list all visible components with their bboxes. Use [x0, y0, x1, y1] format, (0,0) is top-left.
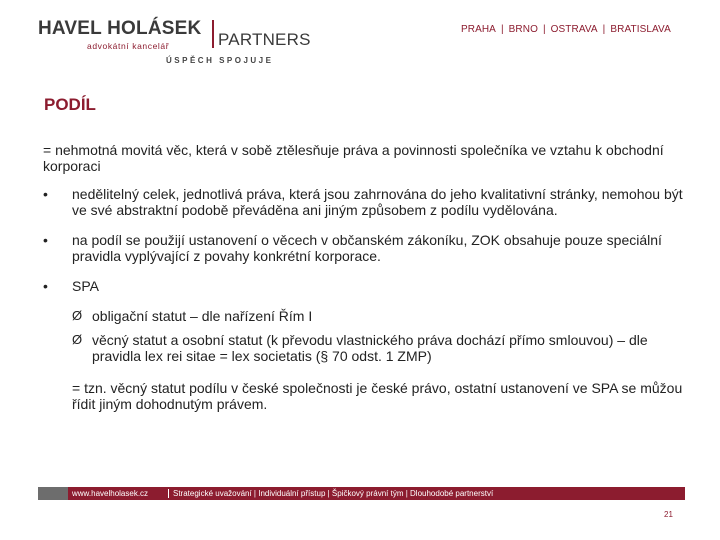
- arrow-icon: Ø: [72, 332, 83, 347]
- page-number: 21: [664, 510, 673, 519]
- slide-content: [43, 142, 693, 412]
- bullet-icon: •: [43, 232, 48, 248]
- footer-accent: [38, 487, 68, 500]
- footer-url-link[interactable]: www.havelholasek.cz: [72, 489, 149, 498]
- slogan: ÚSPĚCH SPOJUJE: [166, 56, 274, 65]
- city-praha: PRAHA: [461, 24, 496, 35]
- city-ostrava: OSTRAVA: [550, 24, 598, 35]
- sub-item-text: věcný statut a osobní statut (k převodu vlastnického práva dochází přímo smlouvou) – dle pravidla lex rei sitae = lex societatis (§ 70 odst. 1 ZMP): [92, 332, 648, 364]
- sub-item: [43, 308, 693, 324]
- city-separator: |: [602, 24, 606, 35]
- logo-partners: PARTNERS: [218, 30, 311, 49]
- bullet-item: [43, 186, 693, 218]
- sub-item: [43, 332, 693, 364]
- city-bratislava: BRATISLAVA: [610, 24, 671, 35]
- bullet-item: [43, 278, 693, 294]
- office-cities: [461, 24, 671, 35]
- city-separator: |: [542, 24, 546, 35]
- note-text: = tzn. věcný statut podílu v české společnosti je české právo, ostatní ustanovení ve SPA se můžou řídit jiným dohodnutým právem.: [72, 380, 683, 412]
- bullet-text: SPA: [72, 278, 99, 294]
- bullet-icon: •: [43, 186, 48, 202]
- bullet-icon: •: [43, 278, 48, 294]
- logo-divider: [212, 20, 214, 48]
- footer-tagline: Strategické uvažování | Individuální přístup | Špičkový právní tým | Dlouhodobé partnerství: [173, 489, 494, 498]
- footer-bar: [38, 487, 685, 500]
- slide-title: PODÍL: [44, 95, 96, 114]
- bullet-item: [43, 232, 693, 264]
- logo-subtitle: advokátní kancelář: [87, 41, 170, 51]
- bullet-text: nedělitelný celek, jednotlivá práva, která jsou zahrnována do jeho kvalitativní stránky, nemohou být ve své abstraktní podobě převáděna ani jiným způsobem z podílu vydělována.: [72, 186, 683, 218]
- bullet-text: na podíl se použijí ustanovení o věcech v občanském zákoníku, ZOK obsahuje pouze speciální pravidla vyplývající z povahy konkrétní korporace.: [72, 232, 662, 264]
- arrow-icon: Ø: [72, 308, 83, 323]
- footer-divider: [168, 489, 169, 498]
- sub-item-text: obligační statut – dle nařízení Řím I: [92, 308, 313, 324]
- definition-text: = nehmotná movitá věc, která v sobě ztělesňuje práva a povinnosti společníka ve vztahu k obchodní korporaci: [43, 142, 664, 174]
- city-separator: |: [500, 24, 504, 35]
- city-brno: BRNO: [508, 24, 538, 35]
- logo-name: HAVEL HOLÁSEK: [38, 18, 202, 39]
